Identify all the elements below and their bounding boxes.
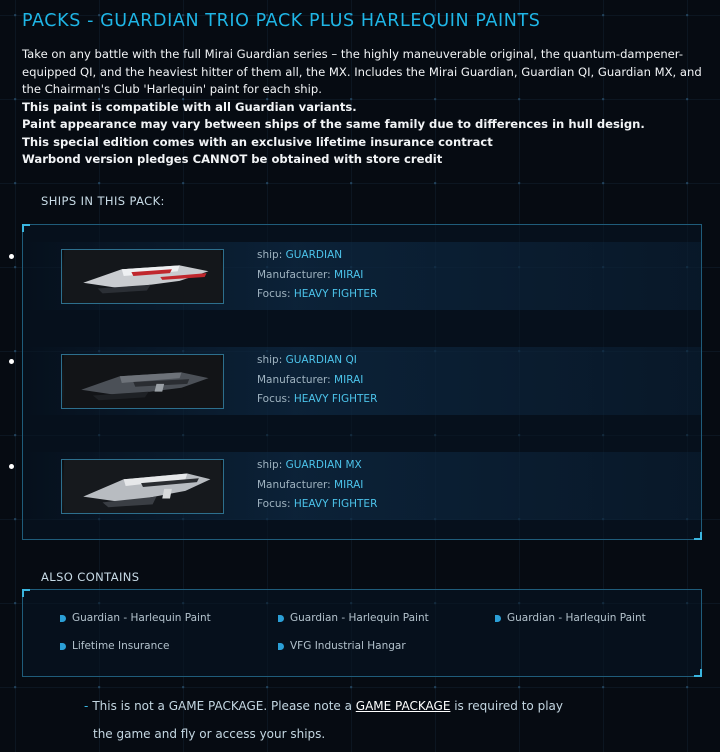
list-bullet (9, 359, 14, 364)
description-note: Warbond version pledges CANNOT be obtained with store credit (22, 152, 443, 166)
ship-label: ship: (257, 354, 283, 366)
dash-icon: - (84, 699, 89, 713)
item-marker-icon (60, 643, 66, 650)
also-contains-item (495, 612, 646, 624)
ship-name: GUARDIAN MX (285, 459, 362, 471)
item-label: Guardian - Harlequin Paint (507, 612, 646, 624)
ship-row (23, 347, 701, 415)
also-contains-item (278, 612, 429, 624)
focus-label: Focus: (257, 288, 291, 300)
ship-image[interactable] (61, 249, 224, 304)
game-package-note (84, 692, 563, 748)
description-note: This special edition comes with an exclusive lifetime insurance contract (22, 134, 493, 149)
item-marker-icon (278, 615, 284, 622)
also-contains-item (60, 612, 211, 624)
ship-info (257, 456, 377, 515)
item-label: Guardian - Harlequin Paint (72, 612, 211, 624)
ship-name: GUARDIAN QI (285, 354, 357, 366)
ship-manufacturer: MIRAI (334, 478, 364, 491)
ship-row (23, 242, 701, 310)
also-contains-panel (22, 589, 702, 677)
description-note: Paint appearance may vary between ships of the same family due to differences in hull design. (22, 117, 645, 131)
ship-manufacturer: MIRAI (334, 268, 364, 281)
item-label: Lifetime Insurance (72, 640, 170, 652)
note-text: is required to play (450, 699, 563, 713)
game-package-link[interactable]: GAME PACKAGE (355, 699, 451, 713)
ship-manufacturer: MIRAI (334, 373, 364, 386)
ship-focus: HEAVY FIGHTER (293, 288, 378, 300)
pack-description (22, 46, 712, 169)
manufacturer-label: Manufacturer: (257, 268, 331, 281)
page-title: PACKS - GUARDIAN TRIO PACK PLUS HARLEQUIN PAINTS (22, 11, 541, 31)
manufacturer-label: Manufacturer: (257, 478, 331, 491)
ship-image-guardian (62, 250, 223, 303)
list-bullet (9, 254, 14, 259)
item-label: Guardian - Harlequin Paint (290, 612, 429, 624)
ship-name: GUARDIAN (285, 249, 343, 261)
note-text: the game and fly or access your ships. (93, 727, 326, 741)
ship-row (23, 452, 701, 520)
ship-image[interactable] (61, 459, 224, 514)
ship-info (257, 246, 377, 305)
also-contains-item (60, 640, 170, 652)
ship-image[interactable] (61, 354, 224, 409)
also-contains-item (278, 640, 406, 652)
ship-image-guardian-qi (62, 355, 223, 408)
ship-label: ship: (257, 459, 283, 471)
ship-info (257, 351, 377, 410)
item-marker-icon (60, 615, 66, 622)
item-label: VFG Industrial Hangar (290, 640, 406, 652)
note-text: This is not a GAME PACKAGE. Please note a (92, 699, 356, 713)
ship-focus: HEAVY FIGHTER (293, 498, 378, 510)
description-note: This paint is compatible with all Guardian variants. (22, 99, 357, 114)
focus-label: Focus: (257, 498, 291, 510)
focus-label: Focus: (257, 393, 291, 405)
also-contains-label: ALSO CONTAINS (41, 570, 140, 584)
ship-label: ship: (257, 249, 283, 261)
ships-section-label: SHIPS IN THIS PACK: (41, 194, 165, 208)
description-body: Take on any battle with the full Mirai Guardian series – the highly maneuverable original, the quantum-dampener-equipped QI, and the heaviest hitter of them all, the MX. Includes the Mirai Guardian, Guardian QI, Guardian MX, and the Chairman's Club 'Harlequin' paint for each ship. (22, 47, 702, 96)
item-marker-icon (278, 643, 284, 650)
list-bullet (9, 464, 14, 469)
manufacturer-label: Manufacturer: (257, 373, 331, 386)
ship-focus: HEAVY FIGHTER (293, 393, 378, 405)
item-marker-icon (495, 615, 501, 622)
ship-image-guardian-mx (62, 460, 223, 513)
